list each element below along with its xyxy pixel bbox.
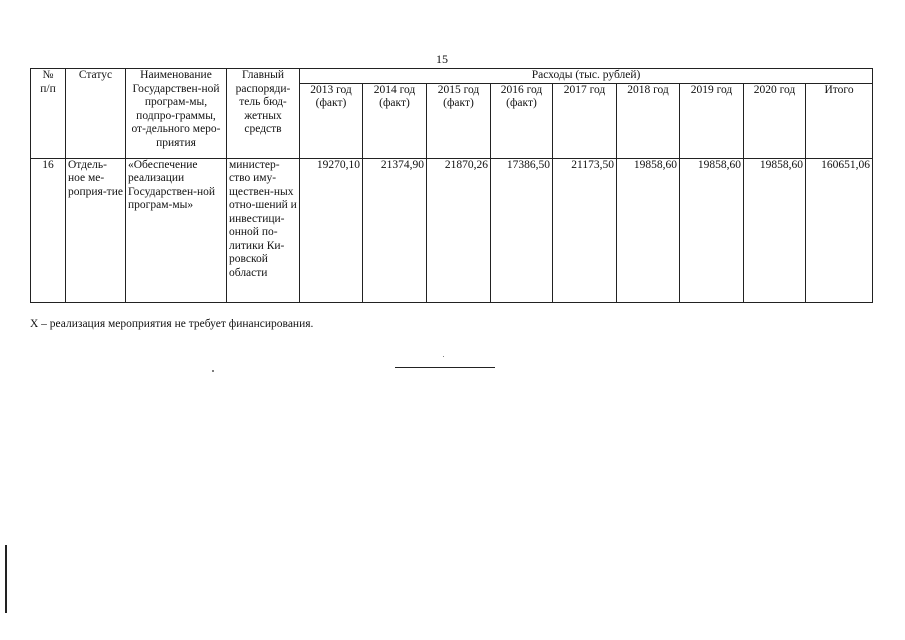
column-header-admin: Главный распоряди-тель бюд-жетных средств (227, 69, 300, 159)
column-header-year: 2020 год (744, 83, 806, 158)
column-header-expenses: Расходы (тыс. рублей) (300, 69, 873, 84)
table-header-row (31, 69, 873, 84)
row-total: 160651,06 (806, 158, 873, 302)
column-header-year: 2013 год (факт) (300, 83, 363, 158)
row-value: 19858,60 (744, 158, 806, 302)
end-rule (395, 367, 495, 368)
row-name: «Обеспечение реализации Государствен-ной програм-мы» (126, 158, 227, 302)
column-header-name: Наименование Государствен-ной програм-мы, подпро-граммы, от-дельного меро-приятия (126, 69, 227, 159)
row-value: 19270,10 (300, 158, 363, 302)
row-number: 16 (31, 158, 66, 302)
row-admin: министер-ство иму-ществен-ных отно-шений и инвестици-онной по-литики Ки-ровской области (227, 158, 300, 302)
scan-speck (443, 356, 444, 357)
scan-margin-mark (5, 545, 7, 613)
expenses-table (30, 68, 873, 303)
row-value: 21173,50 (553, 158, 617, 302)
column-header-year: 2016 год (факт) (491, 83, 553, 158)
row-value: 21374,90 (363, 158, 427, 302)
scan-speck (212, 370, 214, 372)
row-value: 21870,26 (427, 158, 491, 302)
table-row (31, 158, 873, 302)
column-header-number: № п/п (31, 69, 66, 159)
column-header-status: Статус (66, 69, 126, 159)
column-header-year: 2019 год (680, 83, 744, 158)
row-value: 19858,60 (680, 158, 744, 302)
row-value: 17386,50 (491, 158, 553, 302)
row-status: Отдель-ное ме-роприя-тие (66, 158, 126, 302)
column-header-year: 2017 год (553, 83, 617, 158)
column-header-year: 2015 год (факт) (427, 83, 491, 158)
row-value: 19858,60 (617, 158, 680, 302)
column-header-total: Итого (806, 83, 873, 158)
page-number: 15 (436, 52, 448, 66)
column-header-year: 2014 год (факт) (363, 83, 427, 158)
column-header-year: 2018 год (617, 83, 680, 158)
footnote: Х – реализация мероприятия не требует финансирования. (30, 318, 314, 330)
